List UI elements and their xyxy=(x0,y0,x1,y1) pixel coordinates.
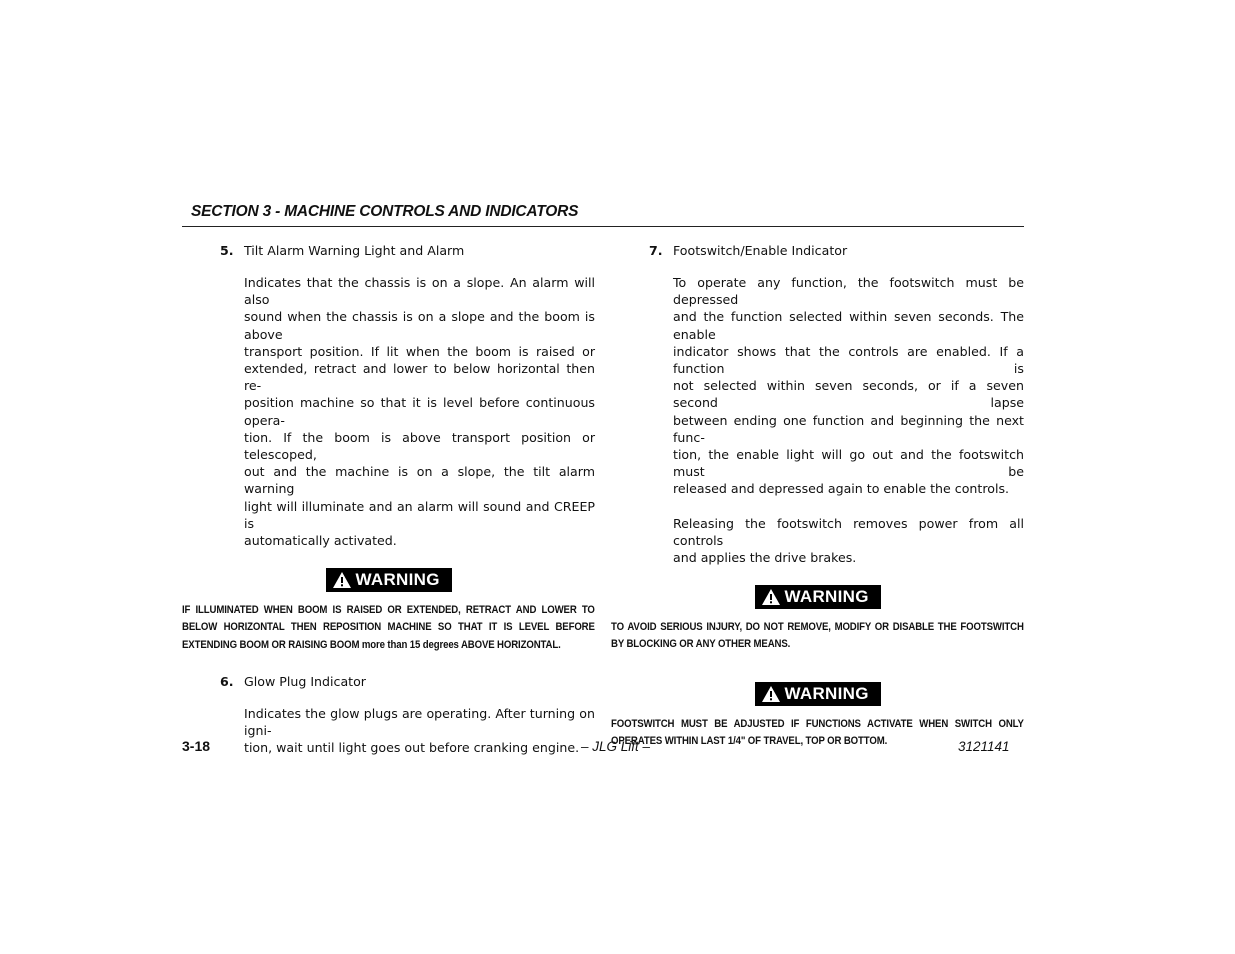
warning-label: WARNING xyxy=(355,570,440,590)
section-title: SECTION 3 - MACHINE CONTROLS AND INDICATORS xyxy=(191,203,579,220)
item-7-note xyxy=(673,515,1024,567)
text-line: sound when the chassis is on a slope and the boom is above xyxy=(244,309,595,342)
item-5-description xyxy=(244,274,595,549)
warning-badge xyxy=(755,585,881,609)
warning-badge xyxy=(755,682,881,706)
text-line: between ending one function and beginning the next func- xyxy=(673,412,1024,445)
item-title: Glow Plug Indicator xyxy=(244,673,366,689)
warning-triangle-icon xyxy=(761,685,781,703)
text-line: out and the machine is on a slope, the tilt alarm warning xyxy=(244,464,595,497)
item-7-description xyxy=(673,274,1024,498)
right-column xyxy=(611,240,1024,750)
text-line: tion. If the boom is above transport position or telescoped, xyxy=(244,429,595,463)
text-line: Indicates that the chassis is on a slope. An alarm will also xyxy=(244,275,595,308)
item-title: Tilt Alarm Warning Light and Alarm xyxy=(244,243,465,258)
warning-line: EXTENDING BOOM OR RAISING BOOM more than 15 degrees ABOVE HORIZONTAL. xyxy=(182,638,561,651)
item-number: 5. xyxy=(220,243,234,258)
text-line: released and depressed again to enable the controls. xyxy=(673,481,1010,497)
text-line: position machine so that it is level before continuous opera- xyxy=(244,395,595,428)
warning-line: FOOTSWITCH MUST BE ADJUSTED IF FUNCTIONS ACTIVATE WHEN SWITCH ONLY xyxy=(611,717,1024,730)
warning-line: BELOW HORIZONTAL THEN REPOSITION MACHINE SO THAT IT IS LEVEL BEFORE xyxy=(182,621,595,634)
item-6-heading xyxy=(182,671,595,691)
item-title: Footswitch/Enable Indicator xyxy=(673,243,848,258)
text-line: Releasing the footswitch removes power from all controls xyxy=(673,515,1024,548)
item-number: 6. xyxy=(220,673,234,689)
item-6-description xyxy=(244,705,595,757)
warning-triangle-icon xyxy=(332,571,352,589)
text-line: not selected within seven seconds, or if a seven second lapse xyxy=(673,378,1024,411)
text-line: automatically activated. xyxy=(244,533,397,549)
warning-1-text xyxy=(182,602,595,654)
text-line: To operate any function, the footswitch must be depressed xyxy=(673,275,1024,308)
text-line: and applies the drive brakes. xyxy=(673,550,857,566)
text-line: indicator shows that the controls are enabled. If a function is xyxy=(673,343,1024,377)
text-line: tion, wait until light goes out before cranking engine. xyxy=(244,740,580,756)
warning-2-text xyxy=(611,619,1024,653)
item-number: 7. xyxy=(649,243,663,258)
text-line: light will illuminate and an alarm will sound and CREEP is xyxy=(244,498,595,531)
warning-line: OPERATES WITHIN LAST 1/4" OF TRAVEL, TOP OR BOTTOM. xyxy=(611,734,888,747)
warning-label: WARNING xyxy=(784,587,869,607)
left-column xyxy=(182,240,595,756)
warning-triangle-icon xyxy=(761,588,781,606)
warning-line: IF ILLUMINATED WHEN BOOM IS RAISED OR EXTENDED, RETRACT AND LOWER TO xyxy=(182,604,595,617)
warning-badge xyxy=(326,568,452,592)
warning-line: TO AVOID SERIOUS INJURY, DO NOT REMOVE, MODIFY OR DISABLE THE FOOTSWITCH xyxy=(611,621,1024,634)
page-number: 3-18 xyxy=(182,738,211,754)
item-5-heading xyxy=(182,240,595,260)
document-number: 3121141 xyxy=(958,739,1010,754)
text-line: tion, the enable light will go out and the footswitch must be xyxy=(673,447,1024,480)
footer-brand: – JLG Lift – xyxy=(581,739,651,754)
text-line: transport position. If lit when the boom is raised or xyxy=(244,343,595,359)
warning-line: BY BLOCKING OR ANY OTHER MEANS. xyxy=(611,638,791,651)
warning-label: WARNING xyxy=(784,683,869,703)
text-line: Indicates the glow plugs are operating. After turning on igni- xyxy=(244,705,595,739)
text-line: extended, retract and lower to below horizontal then re- xyxy=(244,361,595,394)
header-divider xyxy=(182,226,1024,227)
text-line: and the function selected within seven seconds. The enable xyxy=(673,309,1024,342)
item-7-heading xyxy=(611,240,1024,260)
